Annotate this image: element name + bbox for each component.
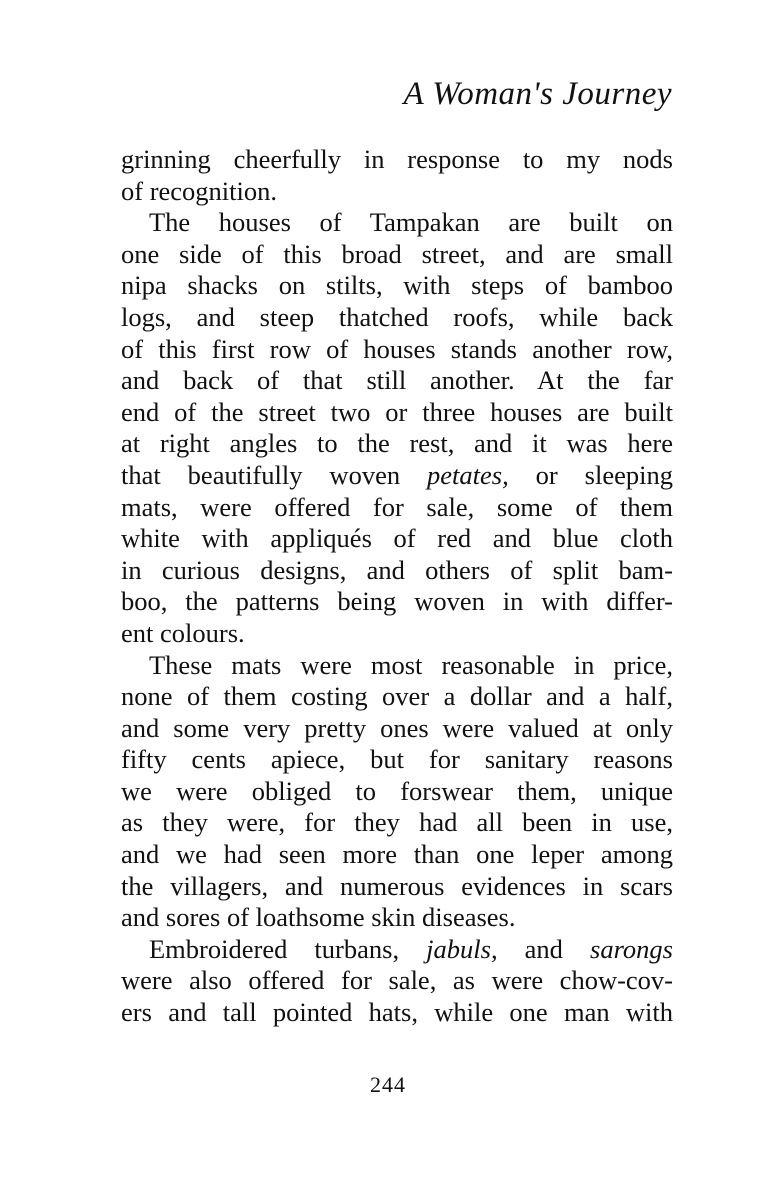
italic-term: sarongs (590, 933, 673, 964)
text-line: were also offered for sale, as were chow-cov- (121, 965, 673, 996)
paragraph (121, 207, 673, 649)
italic-term: petates, (427, 459, 509, 490)
text-line: nipa shacks on stilts, with steps of bamboo (121, 270, 673, 301)
text-line: mats, were offered for sale, some of them (121, 491, 673, 522)
text-line: ent colours. (121, 617, 245, 648)
paragraph (121, 650, 673, 934)
text-line: at right angles to the rest, and it was here (121, 428, 673, 459)
running-head: A Woman's Journey (403, 76, 672, 112)
text-line: and sores of loathsome skin diseases. (121, 902, 516, 933)
text-line (121, 460, 673, 492)
body-text (121, 144, 673, 1029)
text-line: white with appliqués of red and blue cloth (121, 523, 673, 554)
text-line: end of the street two or three houses are built (121, 396, 673, 427)
text-line: the villagers, and numerous evidences in scars (121, 870, 673, 901)
paragraph (121, 934, 673, 1029)
text-line: of recognition. (121, 175, 278, 206)
text-run: that beautifully woven (121, 459, 428, 490)
text-line: one side of this broad street, and are small (121, 238, 673, 269)
text-line: and some very pretty ones were valued at only (121, 712, 673, 743)
text-line: fifty cents apiece, but for sanitary reasons (121, 744, 673, 775)
text-run: Embroidered turbans, (149, 933, 427, 964)
text-line: The houses of Tampakan are built on (149, 207, 673, 238)
italic-term: jabuls, (426, 933, 498, 964)
text-run: or sleeping (508, 459, 673, 490)
page-number: 244 (370, 1072, 406, 1097)
text-line: none of them costing over a dollar and a half, (121, 681, 673, 712)
text-line: These mats were most reasonable in price, (149, 649, 673, 680)
text-line: of this first row of houses stands another row, (121, 333, 673, 364)
text-line: in curious designs, and others of split bam- (121, 554, 673, 585)
text-line: boo, the patterns being woven in with differ- (121, 586, 673, 617)
text-run: and (497, 933, 591, 964)
paragraph (121, 144, 673, 207)
text-line: we were obliged to forswear them, unique (121, 775, 673, 806)
text-line: logs, and steep thatched roofs, while back (121, 301, 673, 332)
text-line: ers and tall pointed hats, while one man with (121, 997, 673, 1028)
text-line (121, 934, 673, 966)
text-line: as they were, for they had all been in use, (121, 807, 673, 838)
text-line: grinning cheerfully in response to my nods (121, 144, 673, 174)
text-line: and we had seen more than one leper among (121, 839, 673, 870)
text-line: and back of that still another. At the far (121, 365, 673, 396)
